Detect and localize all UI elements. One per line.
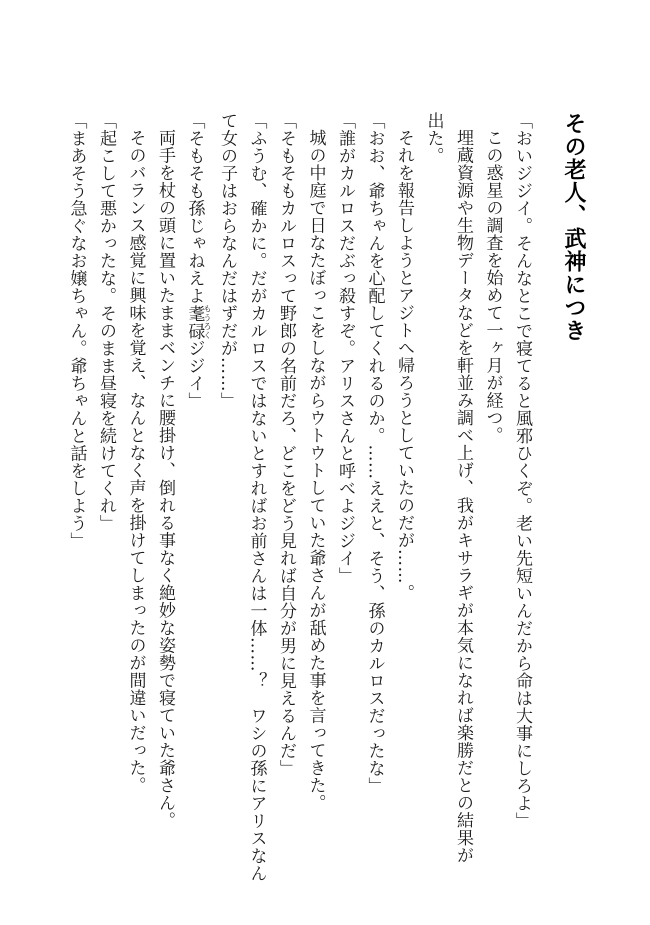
text-line: 埋蔵資源や生物データなどを軒並み調べ上げ、我がキサラギが本気になれば楽勝だとの結果が — [453, 129, 473, 864]
text-line: 「ふうむ、確かに。だがカルロスではないとすればお前さんは一体……？ ワシの孫にアリスなん — [246, 112, 267, 882]
text-line: 「おいジジイ。そんなとこで寝てると風邪ひくぞ。老い先短いんだから命は大事にしろよ」 — [512, 112, 532, 830]
text-line: 両手を杖の頭に置いたままベンチに腰掛け、倒れる事なく絶妙な姿勢で寝ていた爺さん。 — [155, 129, 175, 829]
text-line: それを報告しようとアジトへ帰ろうとしていたのだが……。 — [394, 129, 414, 602]
text-line: 「まあそう急ぐなお嬢ちゃん。爺ちゃんと話をしよう」 — [66, 112, 87, 550]
text-line-with-ruby — [179, 112, 212, 872]
text-line: そのバランス感覚に興味を覚え、なんとなく声を掛けてしまったのが間違いだった。 — [125, 129, 146, 794]
text-line: 「そもそもカルロスって野郎の名前だろ、どこをどう見れば自分が男に見えるんだ」 — [276, 112, 296, 777]
vertical-text-block — [28, 112, 588, 882]
text-line: この惑星の調査を始めて一ヶ月が経つ。 — [482, 129, 503, 444]
text-line: 「誰がカルロスだぶっ殺すぞ。アリスさんと呼べよジジイ」 — [335, 112, 355, 585]
text-line: 出た。 — [423, 112, 444, 165]
text-line: 城の中庭で日なたぼっこをしながらウトウトしていた爺さんが舐めた事を言ってきた。 — [305, 129, 326, 812]
text-segment: 「そもそも孫じゃねえよ — [184, 112, 205, 305]
ruby-annotation — [184, 304, 212, 340]
text-segment: ジジイ」 — [184, 339, 205, 410]
text-line: 「おお、爺ちゃんを心配してくれるのか。……ええと、そう、孫のカルロスだったな」 — [364, 112, 385, 795]
text-line: て女の子はおらなんだはずだが……」 — [217, 112, 237, 410]
ruby-reading: もうろく — [203, 304, 212, 340]
chapter-title: その老人、武神につき — [561, 112, 586, 342]
ruby-base: 耄碌 — [184, 304, 205, 340]
text-line: 「起こして悪かったな。そのまま昼寝を続けてくれ」 — [96, 112, 116, 532]
